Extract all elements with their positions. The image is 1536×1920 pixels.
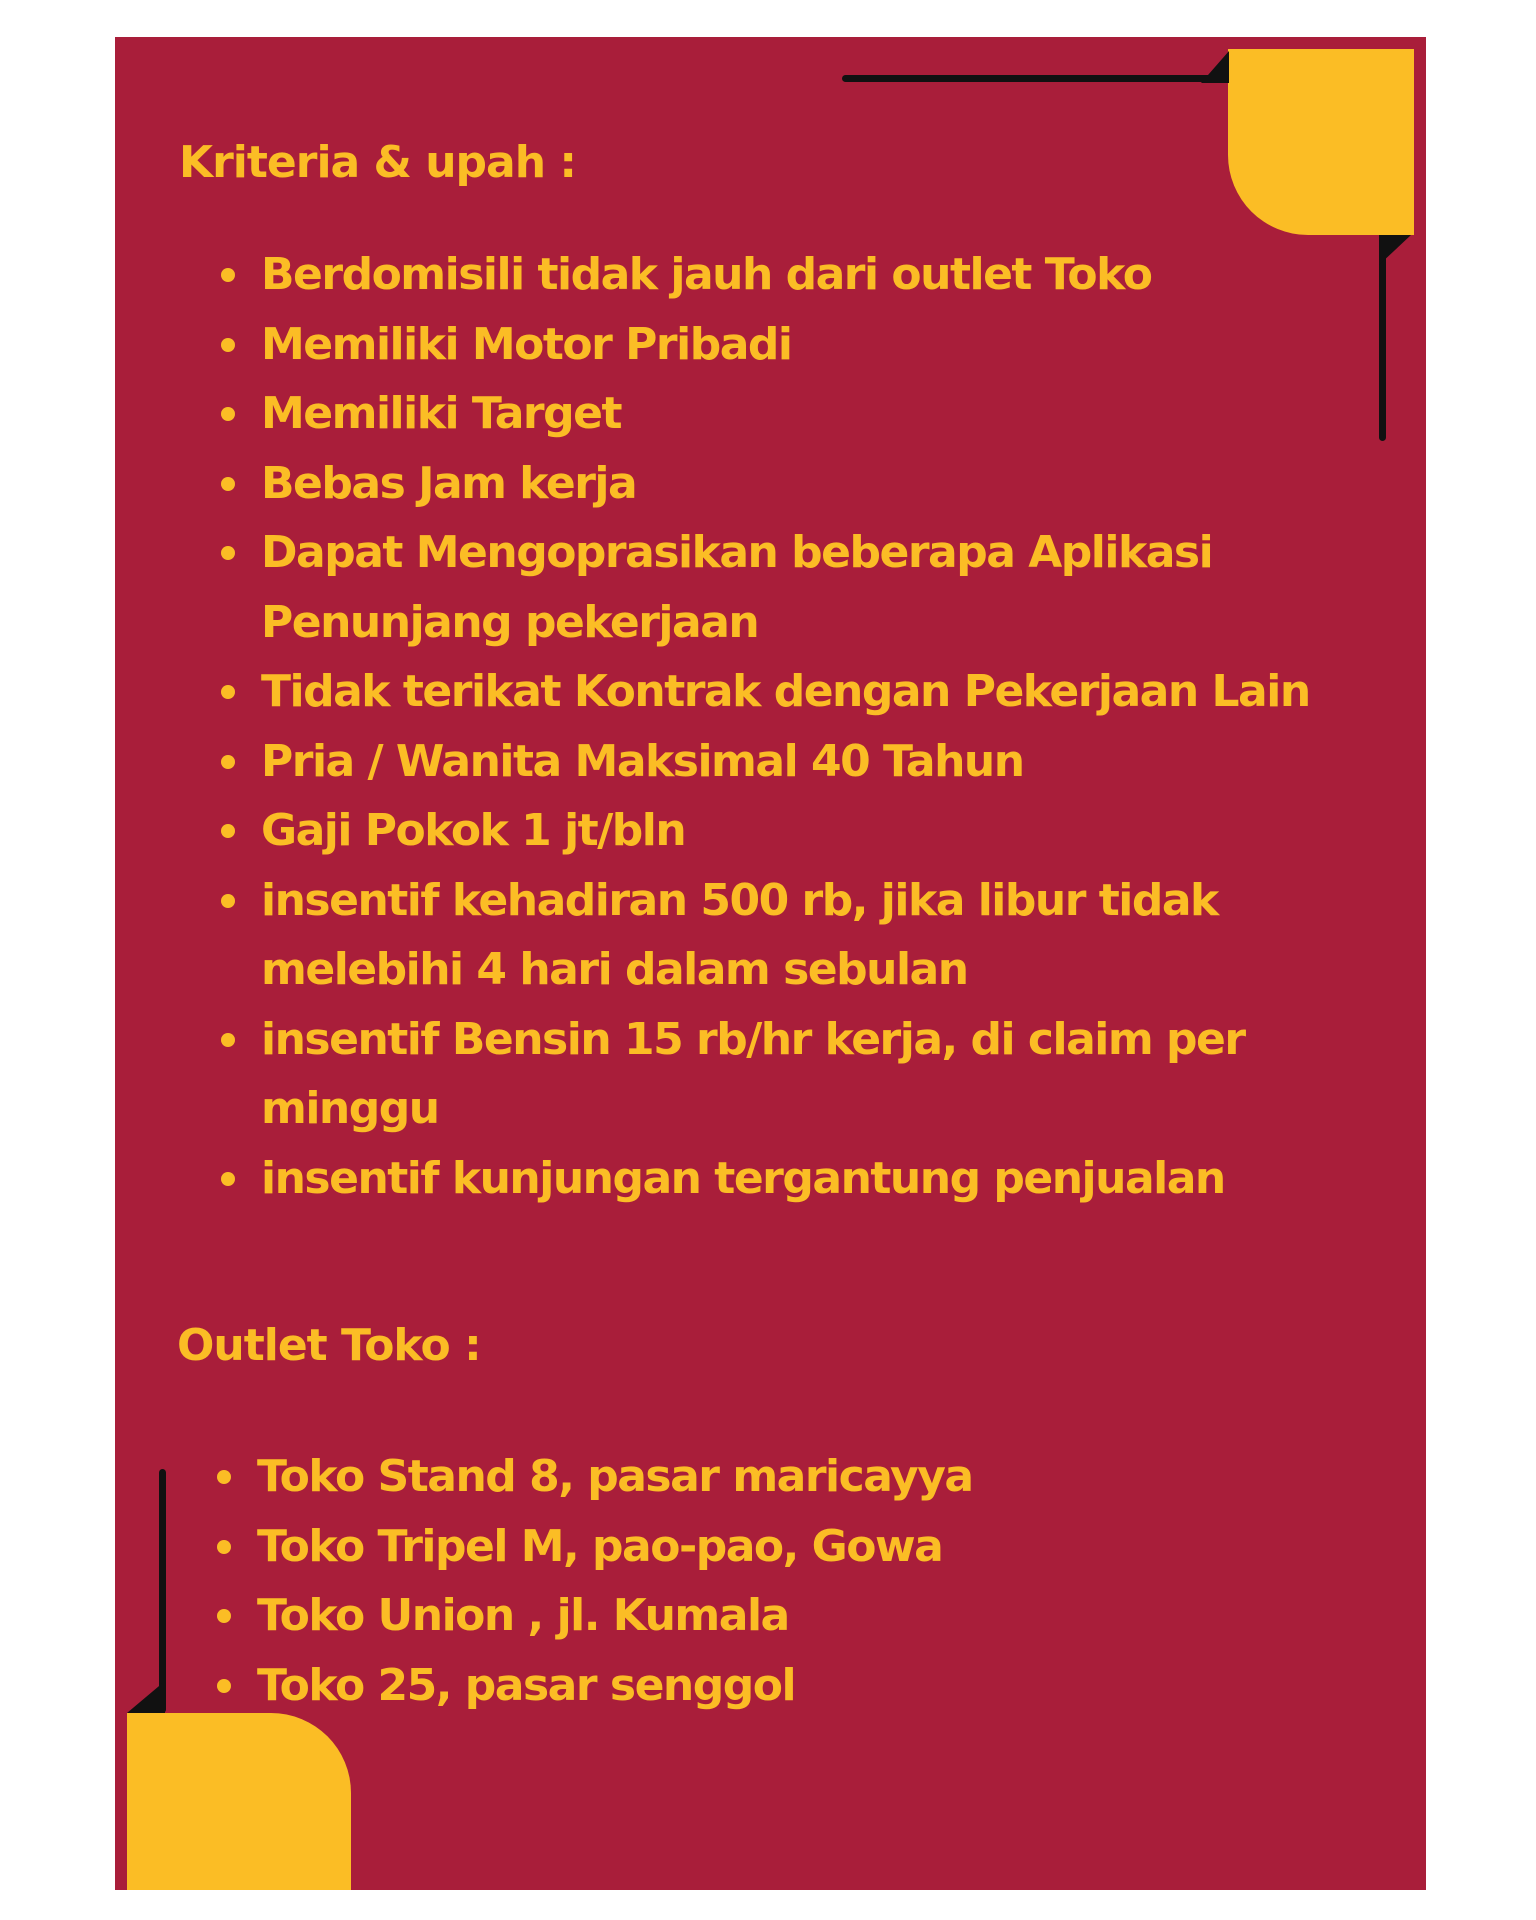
criteria-item: Tidak terikat Kontrak dengan Pekerjaan Lain [219, 657, 1399, 727]
criteria-item: Memiliki Target [219, 379, 1399, 449]
corner-block-bottom-left [127, 1713, 351, 1890]
criteria-item: Dapat Mengoprasikan beberapa Aplikasi Penunjang pekerjaan [219, 518, 1399, 657]
outlet-item: Toko Stand 8, pasar maricayya [215, 1442, 1315, 1512]
line-accent-left [127, 1681, 165, 1713]
corner-block-top-right [1228, 49, 1414, 235]
criteria-item: Berdomisili tidak jauh dari outlet Toko [219, 240, 1399, 310]
criteria-item: insentif kunjungan tergantung penjualan [219, 1144, 1399, 1214]
outlet-list [215, 1442, 1315, 1720]
outlet-item: Toko Tripel M, pao-pao, Gowa [215, 1512, 1315, 1582]
job-poster [115, 37, 1426, 1890]
divider-line-top [842, 75, 1228, 82]
criteria-item: Memiliki Motor Pribadi [219, 310, 1399, 380]
line-accent-top [1201, 51, 1229, 83]
criteria-item: Pria / Wanita Maksimal 40 Tahun [219, 727, 1399, 797]
outlets-heading: Outlet Toko : [177, 1320, 481, 1371]
criteria-item: Bebas Jam kerja [219, 449, 1399, 519]
outlet-item: Toko 25, pasar senggol [215, 1651, 1315, 1721]
criteria-heading: Kriteria & upah : [179, 137, 576, 188]
outlet-item: Toko Union , jl. Kumala [215, 1581, 1315, 1651]
criteria-item: insentif kehadiran 500 rb, jika libur tidak melebihi 4 hari dalam sebulan [219, 866, 1399, 1005]
divider-line-left [159, 1469, 166, 1713]
criteria-item: insentif Bensin 15 rb/hr kerja, di claim per minggu [219, 1005, 1399, 1144]
criteria-list [219, 240, 1399, 1213]
criteria-item: Gaji Pokok 1 jt/bln [219, 796, 1399, 866]
